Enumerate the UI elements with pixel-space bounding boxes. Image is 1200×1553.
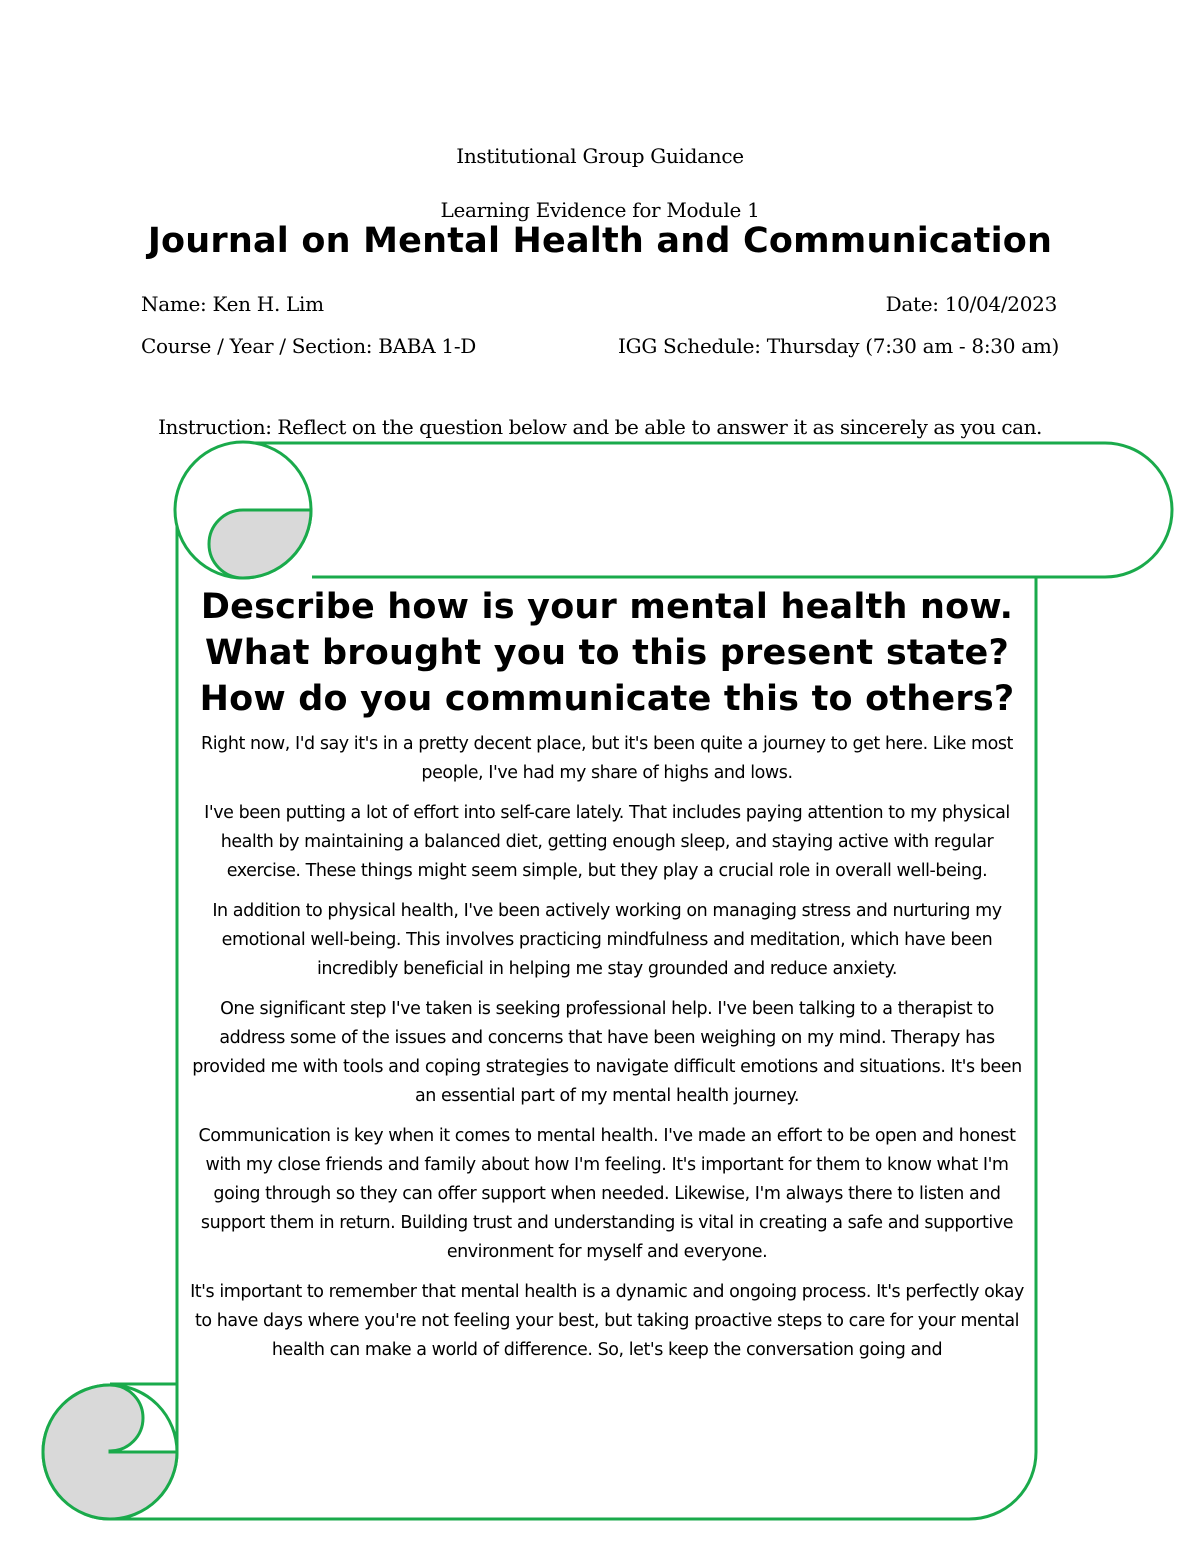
answer-paragraph: One significant step I've taken is seeking professional help. I've been talking to a therapist to address some of the issues and concerns that have been weighing on my mind. Therapy has provided me with tools and coping strategies to navigate difficult emotions and situations. It's been an essential part of my mental health journey. <box>192 999 1022 1106</box>
module-label: Learning Evidence for Module 1 <box>440 198 760 222</box>
instruction-text: Instruction: Reflect on the question below and be able to answer it as sincerely as you can. <box>158 415 1042 439</box>
organization-name: Institutional Group Guidance <box>456 144 744 168</box>
page-title: Journal on Mental Health and Communication <box>147 221 1053 261</box>
answer-paragraph: Right now, I'd say it's in a pretty decent place, but it's been quite a journey to get here. Like most people, I've had my share of highs and lows. <box>201 734 1013 783</box>
answer-paragraph: I've been putting a lot of effort into self-care lately. That includes paying attention to my physical health by maintaining a balanced diet, getting enough sleep, and staying active with regular exercise. These things might seem simple, but they play a crucial role in overall well-being. <box>204 803 1010 881</box>
journal-question: Describe how is your mental health now. What brought you to this present state? How do you communicate this to others? <box>199 587 1015 719</box>
student-name: Name: Ken H. Lim <box>141 292 324 316</box>
scroll-content <box>190 584 1024 1450</box>
answer-paragraph: In addition to physical health, I've been actively working on managing stress and nurturing my emotional well-being. This involves practicing mindfulness and meditation, which have been incredibly beneficial in helping me stay grounded and reduce anxiety. <box>212 901 1002 979</box>
igg-schedule: IGG Schedule: Thursday (7:30 am - 8:30 am) <box>618 334 1059 358</box>
submission-date: Date: 10/04/2023 <box>885 292 1057 316</box>
top-curl-fold <box>209 510 311 578</box>
answer-paragraph: It's important to remember that mental health is a dynamic and ongoing process. It's perfectly okay to have days where you're not feeling your best, but taking proactive steps to care for your mental health can make a world of difference. So, let's keep the conversation going and <box>190 1282 1024 1360</box>
answer-paragraph: Communication is key when it comes to mental health. I've made an effort to be open and honest with my close friends and family about how I'm feeling. It's important for them to know what I'm going through so they can offer support when needed. Likewise, I'm always there to listen and support them in return. Building trust and understanding is vital in creating a safe and supportive environment for myself and everyone. <box>198 1126 1016 1262</box>
course-year-section: Course / Year / Section: BABA 1-D <box>141 334 477 358</box>
